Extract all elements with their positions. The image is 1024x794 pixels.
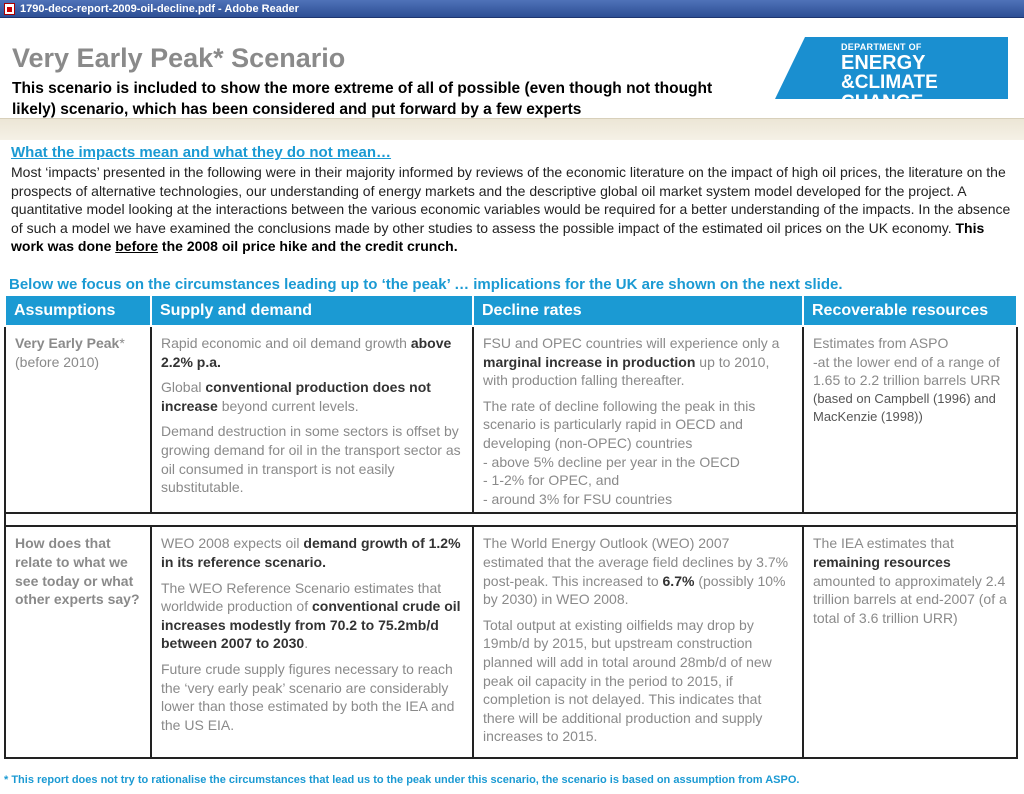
logo-line-3: &CLIMATE CHANGE [841, 72, 938, 113]
logo-line-1: DEPARTMENT OF [841, 42, 922, 52]
text: Demand destruction in some sectors is offset by growing demand for oil in the transport sector as oil consumed in transport is not easily substitutable. [161, 423, 461, 496]
text: amounted to approximately 2.4 trillion barrels at end-2007 (of a total of 3.6 trillion URR) [813, 572, 1007, 626]
row-label-comparison: How does that relate to what we see today or what other experts say? [5, 526, 151, 758]
text: The World Energy Outlook (WEO) 2007 estimated that the average field declines by 3.7% post-peak. This increased to [483, 535, 789, 589]
text: Future crude supply figures necessary to reach the ‘very early peak’ scenario are considerably lower than those estimated by both the IEA and the US EIA. [161, 660, 455, 733]
pdf-document-icon [4, 3, 15, 15]
slide-title: Very Early Peak* Scenario [12, 43, 346, 73]
row-label-sub: (before 2010) [15, 353, 100, 370]
header-supply-demand: Supply and demand [151, 295, 473, 326]
text: Global [161, 379, 206, 396]
text-bold: 6.7% [662, 572, 695, 589]
text: . [304, 635, 309, 652]
text-bold: remaining resources [813, 553, 951, 570]
impacts-bold-underlined: before [115, 238, 159, 255]
text-bold: conventional production does not increase [161, 379, 431, 414]
text: -at the lower end of a range of 1.65 to 2.2 trillion barrels URR [813, 353, 1001, 389]
text: FSU and OPEC countries will experience only a [483, 335, 780, 351]
text-small: (based on Campbell (1996) and MacKenzie (1998)) [813, 390, 996, 425]
list-item: - above 5% decline per year in the OECD [483, 453, 740, 470]
header-assumptions: Assumptions [5, 295, 151, 326]
window-title: 1790-decc-report-2009-oil-decline.pdf - Adobe Reader [20, 3, 299, 15]
table-header-row [5, 295, 1017, 326]
cell-supply-demand [151, 326, 473, 513]
row-label-text: Very Early Peak [15, 335, 120, 351]
text-bold: above 2.2% p.a. [161, 335, 452, 370]
text: The rate of decline following the peak in this scenario is particularly rapid in OECD and developing (non-OPEC) countries [483, 397, 756, 451]
cell-decline-rates [473, 326, 803, 513]
text: The IEA estimates that [813, 535, 954, 552]
table-gap [5, 513, 1017, 526]
list-item: - 1-2% for OPEC, and [483, 472, 620, 489]
text: beyond current levels. [217, 397, 359, 414]
impacts-heading: What the impacts mean and what they do not mean… [11, 144, 392, 161]
header-divider [0, 118, 1024, 140]
cell-decline-rates [473, 526, 803, 758]
footnote: * This report does not try to rationalise the circumstances that lead us to the peak under this scenario, the scenario is based on assumption from ASPO. [4, 774, 800, 786]
text: WEO 2008 expects oil [161, 535, 304, 552]
text-bold: marginal increase in production [483, 353, 696, 370]
cell-recoverable-resources [803, 526, 1017, 758]
text: up to 2010, with production falling thereafter. [483, 353, 770, 389]
row-label-very-early-peak [5, 326, 151, 513]
row-label-star: * [119, 335, 125, 351]
focus-line: Below we focus on the circumstances leading up to ‘the peak’ … implications for the UK are shown on the next slide. [9, 276, 843, 293]
text: Rapid economic and oil demand growth [161, 335, 411, 351]
logo-line-2: ENERGY [841, 52, 926, 74]
cell-recoverable-resources [803, 326, 1017, 513]
slide-header [0, 18, 1024, 118]
slide-subtitle: This scenario is included to show the more extreme of all of possible (even though not thought likely) scenario, which has been considered and put forward by a few experts [12, 80, 713, 118]
text-bold: conventional crude oil increases modestly from 70.2 to 75.2mb/d between 2007 to 2030 [161, 598, 461, 652]
impacts-bold-a: This work was done [11, 219, 985, 255]
window-titlebar[interactable] [0, 0, 1024, 18]
table-row [5, 326, 1017, 513]
impacts-paragraph [11, 163, 1011, 256]
table-row [5, 526, 1017, 758]
header-decline-rates: Decline rates [473, 295, 803, 326]
cell-supply-demand [151, 526, 473, 758]
text: Total output at existing oilfields may drop by 19mb/d by 2015, but upstream construction planned will add in total around 28mb/d of new peak oil capacity in the period to 2015, if completion is not delayed. This indicates that there will be additional production and supply increases to 2015. [483, 616, 772, 745]
pdf-page [0, 18, 1024, 794]
logo-wedge [775, 37, 805, 99]
text: Estimates from ASPO [813, 335, 949, 351]
text: The WEO Reference Scenario estimates that worldwide production of [161, 579, 442, 615]
scenario-table [4, 294, 1018, 759]
header-recoverable-resources: Recoverable resources [803, 295, 1017, 326]
text: (possibly 10% by 2030) in WEO 2008. [483, 572, 786, 608]
impacts-bold-b: the 2008 oil price hike and the credit crunch. [158, 238, 458, 255]
impacts-body-text: Most ‘impacts’ presented in the following were in their majority informed by reviews of the economic literature on the impact of high oil prices, the literature on the prospects of alternative technologies, our understanding of energy markets and the descriptive global oil market system model developed for the project. A quantitative model looking at the interactions between the various economic variables would be required for a better understanding of the impacts. In the absence of such a model we have examined the conclusions made by other studies to assess the possible impact of the estimated oil prices on the UK economy. [11, 164, 1011, 236]
text-bold: demand growth of 1.2% in its reference scenario. [161, 535, 461, 570]
decc-logo [775, 37, 1008, 113]
list-item: - around 3% for FSU countries [483, 490, 673, 507]
